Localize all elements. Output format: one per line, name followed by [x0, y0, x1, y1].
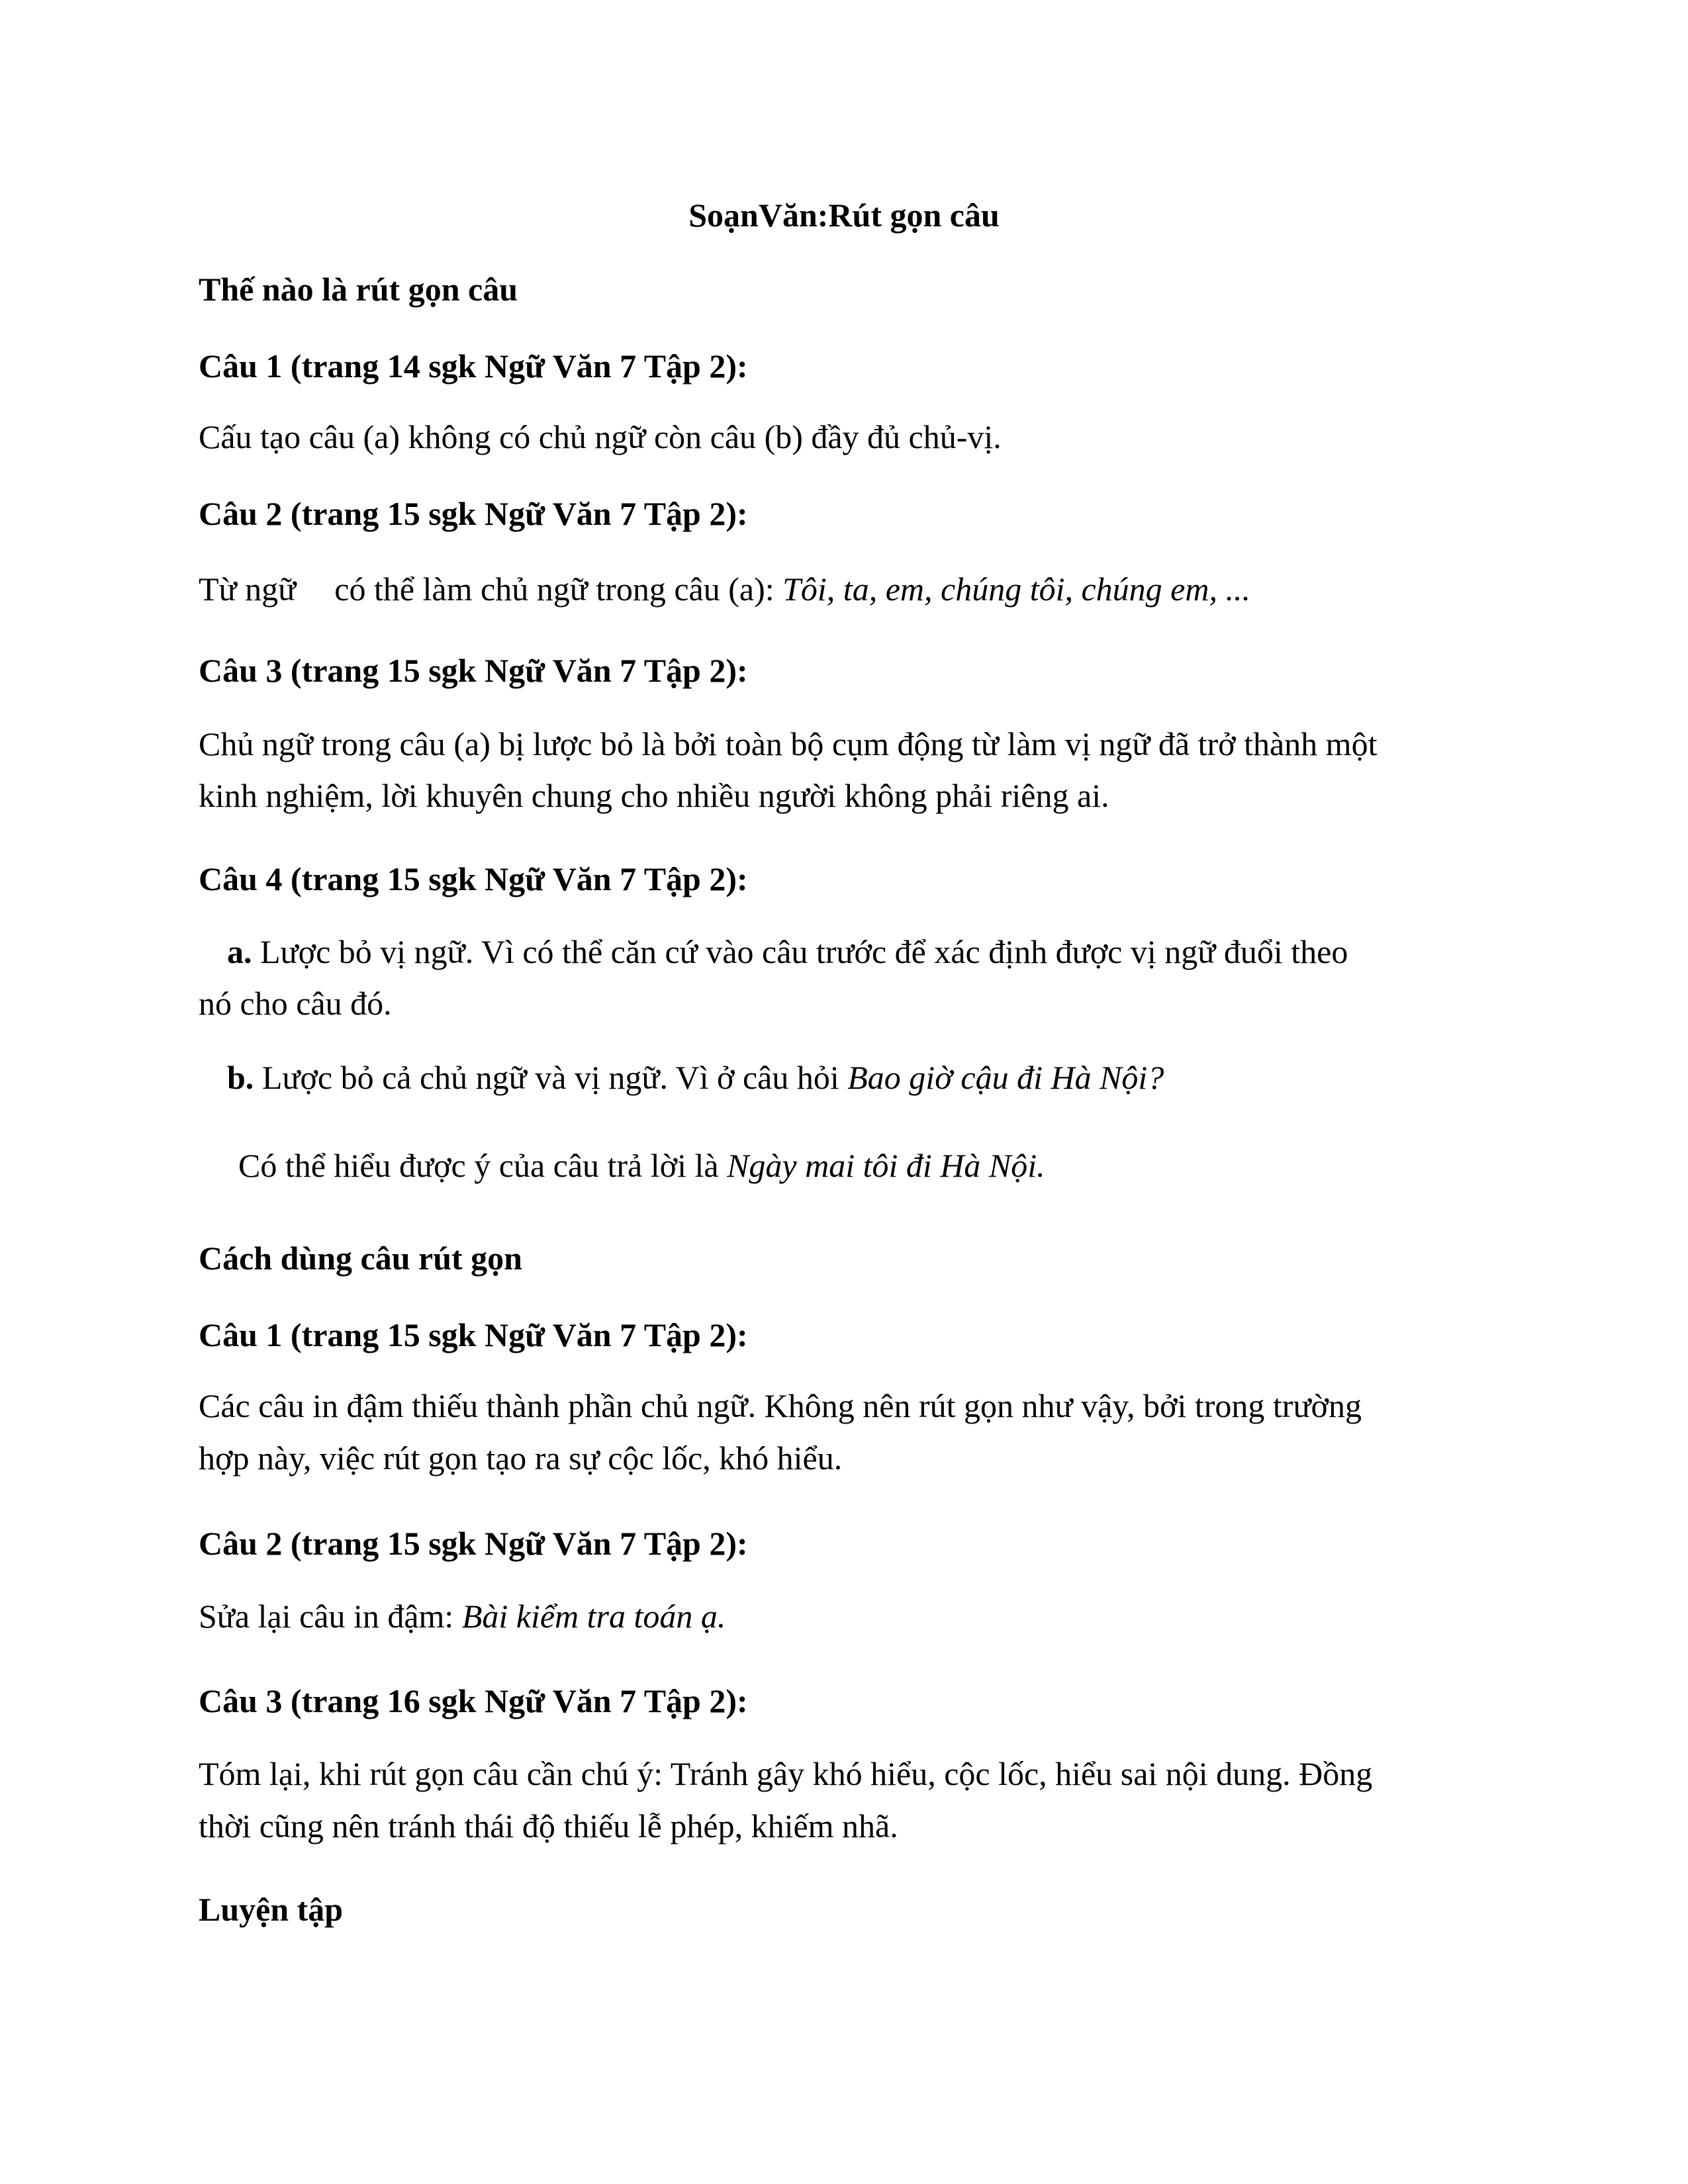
usage-question-3-label: Câu 3 (trang 16 sgk Ngữ Văn 7 Tập 2):	[199, 1682, 748, 1719]
usage-question-3-answer-line2: thời cũng nên tránh thái độ thiếu lễ phép, khiếm nhã.	[199, 1807, 898, 1844]
usage-question-1-label: Câu 1 (trang 15 sgk Ngữ Văn 7 Tập 2):	[199, 1316, 748, 1353]
explanation-italic: Ngày mai tôi đi Hà Nội.	[727, 1147, 1045, 1184]
question-4-item-b	[227, 1058, 1164, 1097]
usage-question-1-answer-line2: hợp này, việc rút gọn tạo ra sự cộc lốc, khó hiểu.	[199, 1439, 843, 1477]
question-4-item-a-line1	[227, 932, 1348, 972]
usage-question-2-answer	[199, 1596, 726, 1636]
item-b-marker: b.	[227, 1059, 254, 1096]
question-1-answer: Cấu tạo câu (a) không có chủ ngữ còn câu (b) đầy đủ chủ-vị.	[199, 418, 1002, 455]
section-heading-practice: Luyện tập	[199, 1891, 344, 1928]
question-4-label: Câu 4 (trang 15 sgk Ngữ Văn 7 Tập 2):	[199, 860, 748, 897]
question-2-answer-italic: Tôi, ta, em, chúng tôi, chúng em, ...	[782, 570, 1250, 608]
usage-question-1-answer-line1: Các câu in đậm thiếu thành phần chủ ngữ. Không nên rút gọn như vậy, bởi trong trường	[199, 1387, 1362, 1424]
usage-question-2-answer-italic: Bài kiểm tra toán ạ.	[461, 1598, 726, 1635]
section-heading-usage: Cách dùng câu rút gọn	[199, 1240, 522, 1277]
question-2-answer-part1: Từ ngữ	[199, 570, 297, 608]
page-title: SoạnVăn:Rút gọn câu	[688, 197, 1000, 234]
usage-question-3-answer-line1: Tóm lại, khi rút gọn câu cần chú ý: Tránh gây khó hiểu, cộc lốc, hiểu sai nội dung. Đồng	[199, 1755, 1373, 1792]
item-a-text: Lược bỏ vị ngữ. Vì có thể căn cứ vào câu trước để xác định được vị ngữ đuổi theo	[252, 933, 1348, 970]
item-a-marker: a.	[227, 933, 252, 970]
question-3-label: Câu 3 (trang 15 sgk Ngữ Văn 7 Tập 2):	[199, 652, 748, 689]
question-2-label: Câu 2 (trang 15 sgk Ngữ Văn 7 Tập 2):	[199, 495, 748, 532]
section-heading-what-is: Thế nào là rút gọn câu	[199, 271, 518, 308]
question-4-item-a-line2: nó cho câu đó.	[199, 985, 392, 1022]
question-2-answer	[199, 569, 1250, 609]
usage-question-2-label: Câu 2 (trang 15 sgk Ngữ Văn 7 Tập 2):	[199, 1525, 748, 1562]
question-1-label: Câu 1 (trang 14 sgk Ngữ Văn 7 Tập 2):	[199, 347, 748, 385]
question-3-answer-line2: kinh nghiệm, lời khuyên chung cho nhiều người không phải riêng ai.	[199, 777, 1109, 814]
explanation-text: Có thể hiểu được ý của câu trả lời là	[238, 1147, 727, 1184]
question-2-answer-part2: có thể làm chủ ngữ trong câu (a):	[334, 570, 783, 608]
question-3-answer-line1: Chủ ngữ trong câu (a) bị lược bỏ là bởi toàn bộ cụm động từ làm vị ngữ đã trở thành một	[199, 725, 1378, 762]
item-b-text: Lược bỏ cả chủ ngữ và vị ngữ. Vì ở câu hỏi	[254, 1059, 848, 1096]
usage-question-2-answer-text: Sửa lại câu in đậm:	[199, 1598, 462, 1635]
question-4-explanation	[238, 1146, 1045, 1185]
item-b-italic: Bao giờ cậu đi Hà Nội?	[847, 1059, 1164, 1096]
